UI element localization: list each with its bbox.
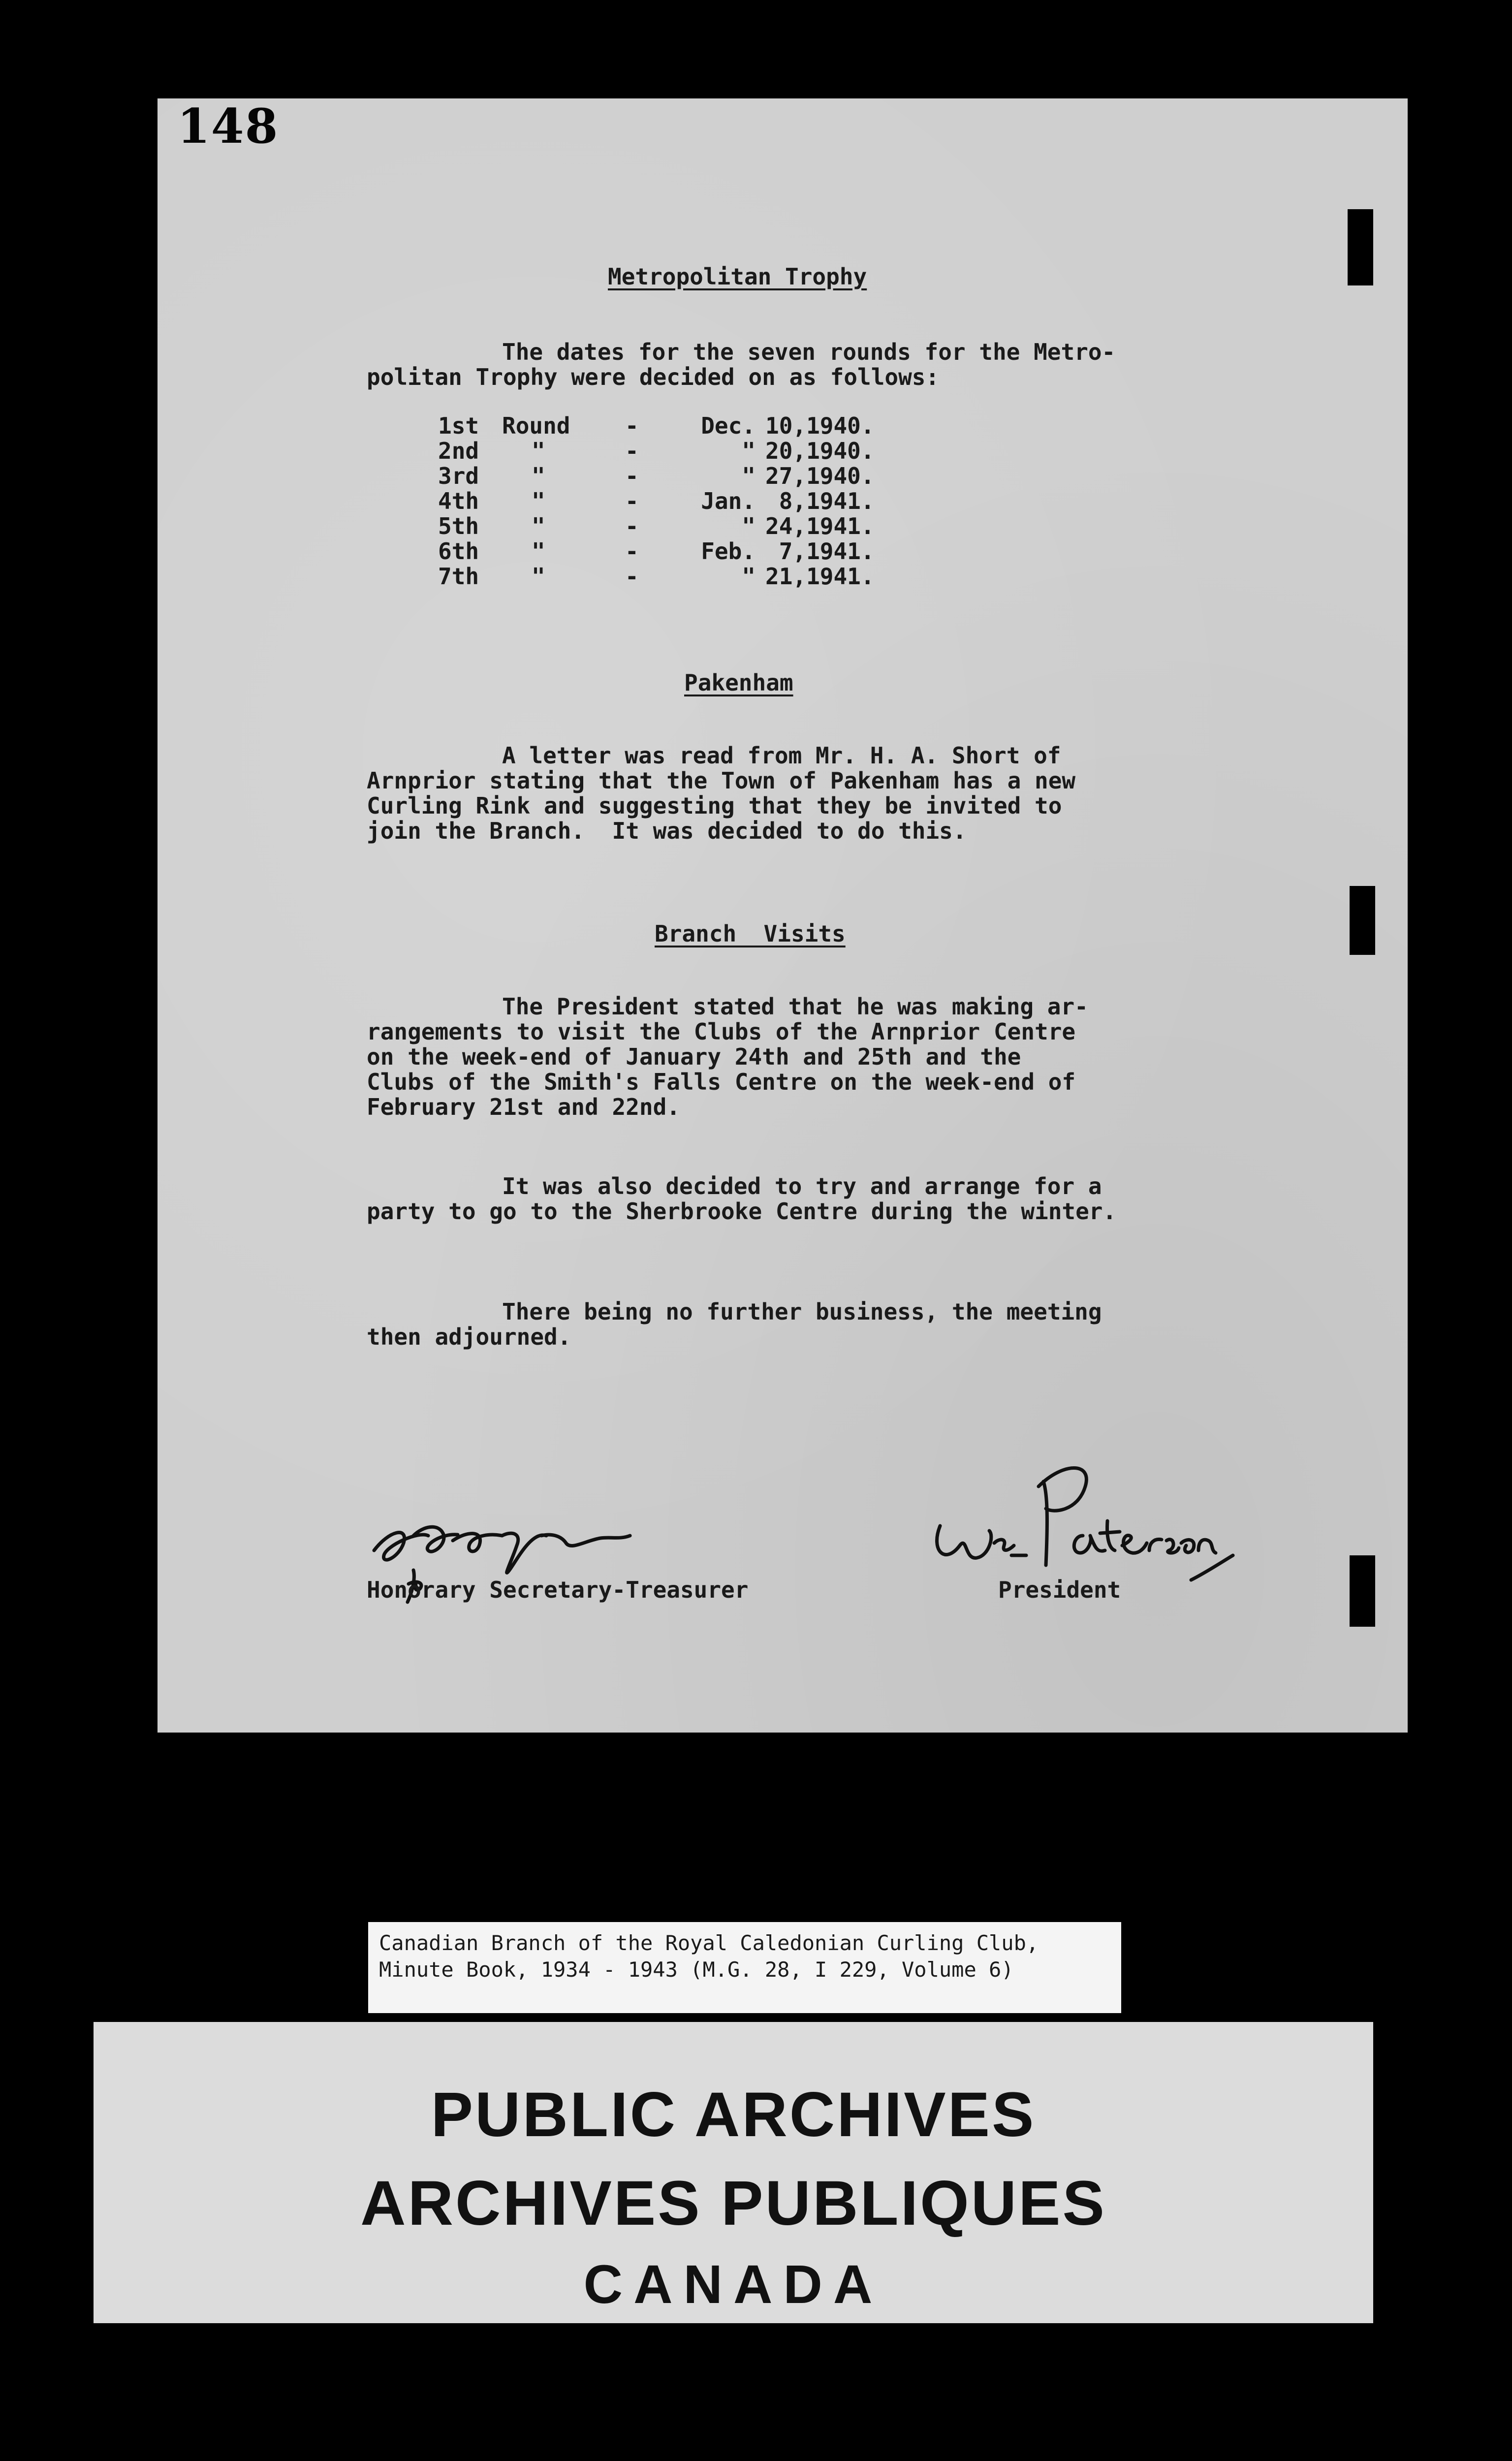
heading-pakenham: Pakenham bbox=[684, 669, 793, 696]
round-day: 27, bbox=[765, 463, 807, 489]
round-dash: - bbox=[625, 438, 639, 464]
stamp-line-canada: CANADA bbox=[583, 2254, 883, 2315]
round-dash: - bbox=[625, 538, 639, 565]
round-ordinal: 1st bbox=[438, 412, 479, 439]
round-year: 1940. bbox=[806, 463, 875, 489]
pakenham-para-line: A letter was read from Mr. H. A. Short of bbox=[502, 742, 1061, 769]
round-day: 24, bbox=[765, 513, 807, 539]
metro-para-line: The dates for the seven rounds for the Metro- bbox=[502, 339, 1116, 365]
round-label: " bbox=[532, 538, 545, 565]
round-month: Dec. bbox=[701, 412, 756, 439]
round-year: 1940. bbox=[806, 438, 875, 464]
visits-para-line: The President stated that he was making ar- bbox=[502, 993, 1088, 1020]
round-dash: - bbox=[625, 488, 639, 514]
edge-mark bbox=[1348, 209, 1373, 285]
round-dash: - bbox=[625, 513, 639, 539]
round-ordinal: 2nd bbox=[438, 438, 479, 464]
round-month: " bbox=[742, 513, 756, 539]
round-month: " bbox=[742, 438, 756, 464]
round-dash: - bbox=[625, 463, 639, 489]
round-ordinal: 4th bbox=[438, 488, 479, 514]
round-label: Round bbox=[502, 412, 570, 439]
round-ordinal: 7th bbox=[438, 563, 479, 590]
visits-para-line: Clubs of the Smith's Falls Centre on the week-end of bbox=[367, 1069, 1076, 1095]
round-day: 21, bbox=[765, 563, 807, 590]
round-label: " bbox=[532, 438, 545, 464]
round-day: 10, bbox=[765, 412, 807, 439]
round-month: Feb. bbox=[701, 538, 756, 565]
round-month: " bbox=[742, 563, 756, 590]
pakenham-para-line: Curling Rink and suggesting that they be invited to bbox=[367, 792, 1062, 819]
table-row bbox=[438, 564, 914, 589]
round-ordinal: 6th bbox=[438, 538, 479, 565]
table-row bbox=[438, 439, 914, 464]
citation-line: Minute Book, 1934 - 1943 (M.G. 28, I 229, Volume 6) bbox=[379, 1957, 1014, 1982]
closing-line: There being no further business, the meeting bbox=[502, 1298, 1102, 1325]
table-row bbox=[438, 514, 914, 539]
round-ordinal: 5th bbox=[438, 513, 479, 539]
round-label: " bbox=[532, 513, 545, 539]
visits-para2-line: It was also decided to try and arrange for a bbox=[502, 1173, 1102, 1199]
round-ordinal: 3rd bbox=[438, 463, 479, 489]
table-row bbox=[438, 464, 914, 489]
round-year: 1941. bbox=[806, 488, 875, 514]
round-day: 8, bbox=[779, 488, 807, 514]
round-year: 1941. bbox=[806, 563, 875, 590]
heading-branch-visits: Branch Visits bbox=[655, 920, 846, 947]
round-day: 20, bbox=[765, 438, 807, 464]
edge-mark bbox=[1350, 1555, 1375, 1627]
heading-metropolitan-trophy: Metropolitan Trophy bbox=[608, 263, 867, 290]
archives-stamp bbox=[94, 2022, 1373, 2323]
round-label: " bbox=[532, 463, 545, 489]
round-label: " bbox=[532, 563, 545, 590]
president-title: President bbox=[998, 1577, 1121, 1603]
round-year: 1941. bbox=[806, 538, 875, 565]
round-month: Jan. bbox=[701, 488, 756, 514]
round-year: 1940. bbox=[806, 412, 875, 439]
round-label: " bbox=[532, 488, 545, 514]
visits-para-line: rangements to visit the Clubs of the Arnprior Centre bbox=[367, 1018, 1076, 1045]
stamp-line-public-archives: PUBLIC ARCHIVES bbox=[431, 2080, 1036, 2150]
table-row bbox=[438, 539, 914, 564]
table-row bbox=[438, 413, 914, 439]
visits-para-line: on the week-end of January 24th and 25th and the bbox=[367, 1043, 1021, 1070]
round-year: 1941. bbox=[806, 513, 875, 539]
citation-label bbox=[368, 1922, 1121, 2013]
page-number: 148 bbox=[177, 98, 279, 154]
round-month: " bbox=[742, 463, 756, 489]
round-dash: - bbox=[625, 412, 639, 439]
table-row bbox=[438, 489, 914, 514]
citation-line: Canadian Branch of the Royal Caledonian Curling Club, bbox=[379, 1931, 1039, 1955]
pakenham-para-line: Arnprior stating that the Town of Pakenham has a new bbox=[367, 767, 1076, 794]
visits-para-line: February 21st and 22nd. bbox=[367, 1094, 680, 1120]
round-dash: - bbox=[625, 563, 639, 590]
edge-mark bbox=[1350, 886, 1375, 955]
metro-para-line: politan Trophy were decided on as follows: bbox=[367, 364, 940, 390]
rounds-table bbox=[438, 413, 914, 589]
stamp-line-archives-publiques: ARCHIVES PUBLIQUES bbox=[360, 2168, 1106, 2239]
round-day: 7, bbox=[779, 538, 807, 565]
closing-line: then adjourned. bbox=[367, 1324, 571, 1350]
pakenham-para-line: join the Branch. It was decided to do this. bbox=[367, 818, 967, 844]
visits-para2-line: party to go to the Sherbrooke Centre during the winter. bbox=[367, 1198, 1117, 1225]
secretary-title: Honorary Secretary-Treasurer bbox=[367, 1577, 749, 1603]
